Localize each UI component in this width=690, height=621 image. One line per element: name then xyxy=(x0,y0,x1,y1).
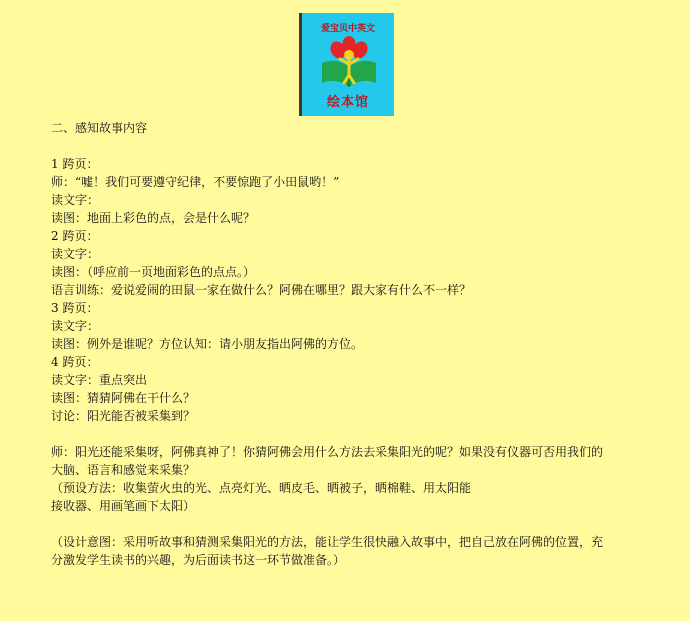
lesson-content xyxy=(51,119,666,569)
design-intent-line: （设计意图：采用听故事和猜测采集阳光的方法，能让学生很快融入故事中，把自己放在阿佛的位置，充 xyxy=(51,535,604,549)
text-line: 讨论：阳光能否被采集到？ xyxy=(51,409,196,423)
teacher-paragraph-line: 大脑、语言和感觉来采集？ xyxy=(51,463,196,477)
design-intent-line: 分激发学生读书的兴趣，为后面读书这一环节做准备。） xyxy=(51,553,346,567)
text-line: 1 跨页： xyxy=(51,157,99,171)
text-line: 语言训练：爱说爱闹的田鼠一家在做什么？阿佛在哪里？跟大家有什么不一样？ xyxy=(51,283,472,297)
blank-line xyxy=(51,515,666,533)
teacher-paragraph-line: 接收器、用画笔画下太阳） xyxy=(51,499,196,513)
text-line: 读图：（呼应前一页地面彩色的点点。） xyxy=(51,265,256,279)
text-line: 读文字：重点突出 xyxy=(51,373,148,387)
teacher-paragraph-line: （预设方法：收集萤火虫的光、点亮灯光、晒皮毛、晒被子，晒棉鞋、用太阳能 xyxy=(51,481,472,495)
text-line: 2 跨页： xyxy=(51,229,99,243)
text-line: 3 跨页： xyxy=(51,301,99,315)
text-line: 读图：猜猜阿佛在干什么？ xyxy=(51,391,196,405)
text-line: 4 跨页： xyxy=(51,355,99,369)
logo-bottom-text: 绘本馆 xyxy=(326,95,369,110)
text-line: 读文字： xyxy=(51,193,100,207)
text-line: 读文字： xyxy=(51,247,100,261)
text-line: 读图：例外是谁呢？方位认知：请小朋友指出阿佛的方位。 xyxy=(51,337,364,351)
text-line: 读图：地面上彩色的点，会是什么呢？ xyxy=(51,211,256,225)
logo-top-text: 爱宝贝中英文 xyxy=(320,24,375,34)
blank-line xyxy=(51,137,666,155)
section-title: 二、感知故事内容 xyxy=(51,121,148,135)
blank-line xyxy=(51,425,666,443)
text-line: 读文字： xyxy=(51,319,100,333)
text-line: 师：“嘘！我们可要遵守纪律，不要惊跑了小田鼠哟！” xyxy=(51,175,340,189)
picture-book-logo xyxy=(299,13,394,116)
teacher-paragraph-line: 师：阳光还能采集呀，阿佛真神了！你猜阿佛会用什么方法去采集阳光的呢？如果没有仪器可否用我们的 xyxy=(51,445,604,459)
logo-emblem-icon xyxy=(318,33,380,91)
